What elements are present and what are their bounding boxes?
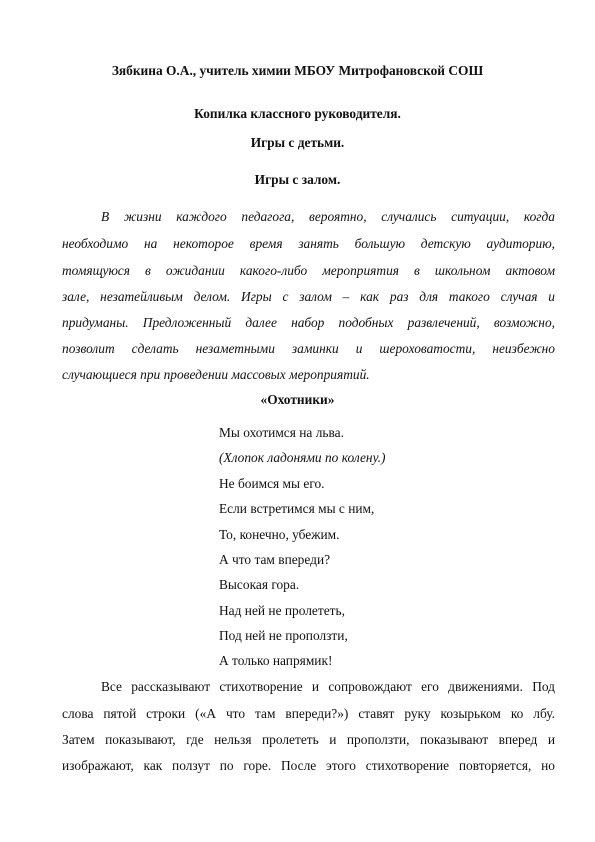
intro-line: В жизни каждого педагога, вероятно, случались ситуации, когда — [101, 209, 555, 224]
description-line: слова пятой строки («А что там впереди?») ставят руку козырьком ко лбу. — [62, 706, 555, 721]
verse-line: Мы охотимся на льва. — [219, 425, 344, 440]
verse-line: А только напрямик! — [219, 653, 333, 668]
section-title: Игры с залом. — [254, 172, 341, 187]
verse-line: То, конечно, убежим. — [219, 527, 340, 542]
verse-line: Над ней не пролететь, — [219, 603, 345, 618]
intro-line: позволит сделать незаметными заминки и шероховатости, неизбежно — [62, 341, 555, 356]
intro-line: томящуюся в ожидании какого-либо мероприятия в школьном актовом — [62, 263, 555, 278]
verse-line: Не боимся мы его. — [219, 476, 325, 491]
author-line: Зябкина О.А., учитель химии МБОУ Митрофановской СОШ — [111, 63, 484, 78]
verse-line: Под ней не проползти, — [219, 628, 348, 643]
collection-title: Копилка классного руководителя. — [194, 106, 401, 121]
game-title: «Охотники» — [260, 392, 335, 407]
intro-line: случающиеся при проведении массовых мероприятий. — [62, 367, 370, 382]
topic-title: Игры с детьми. — [250, 135, 345, 150]
verse-line: А что там впереди? — [219, 552, 331, 567]
verse-line: (Хлопок ладонями по колену.) — [219, 450, 386, 465]
description-line: Затем показывают, где нельзя пролететь и проползти, показывают вперед и — [62, 732, 555, 747]
verse-line: Если встретимся мы с ним, — [219, 501, 375, 516]
intro-line: придуманы. Предложенный далее набор подобных развлечений, возможно, — [62, 315, 555, 330]
description-line: Все рассказывают стихотворение и сопровождают его движениями. Под — [101, 679, 555, 694]
intro-line: необходимо на некоторое время занять большую детскую аудиторию, — [62, 236, 555, 251]
intro-line: зале, незатейливым делом. Игры с залом – как раз для такого случая и — [62, 289, 555, 304]
description-line: изображают, как ползут по горе. После этого стихотворение повторяется, но — [62, 758, 555, 773]
verse-line: Высокая гора. — [219, 577, 300, 592]
